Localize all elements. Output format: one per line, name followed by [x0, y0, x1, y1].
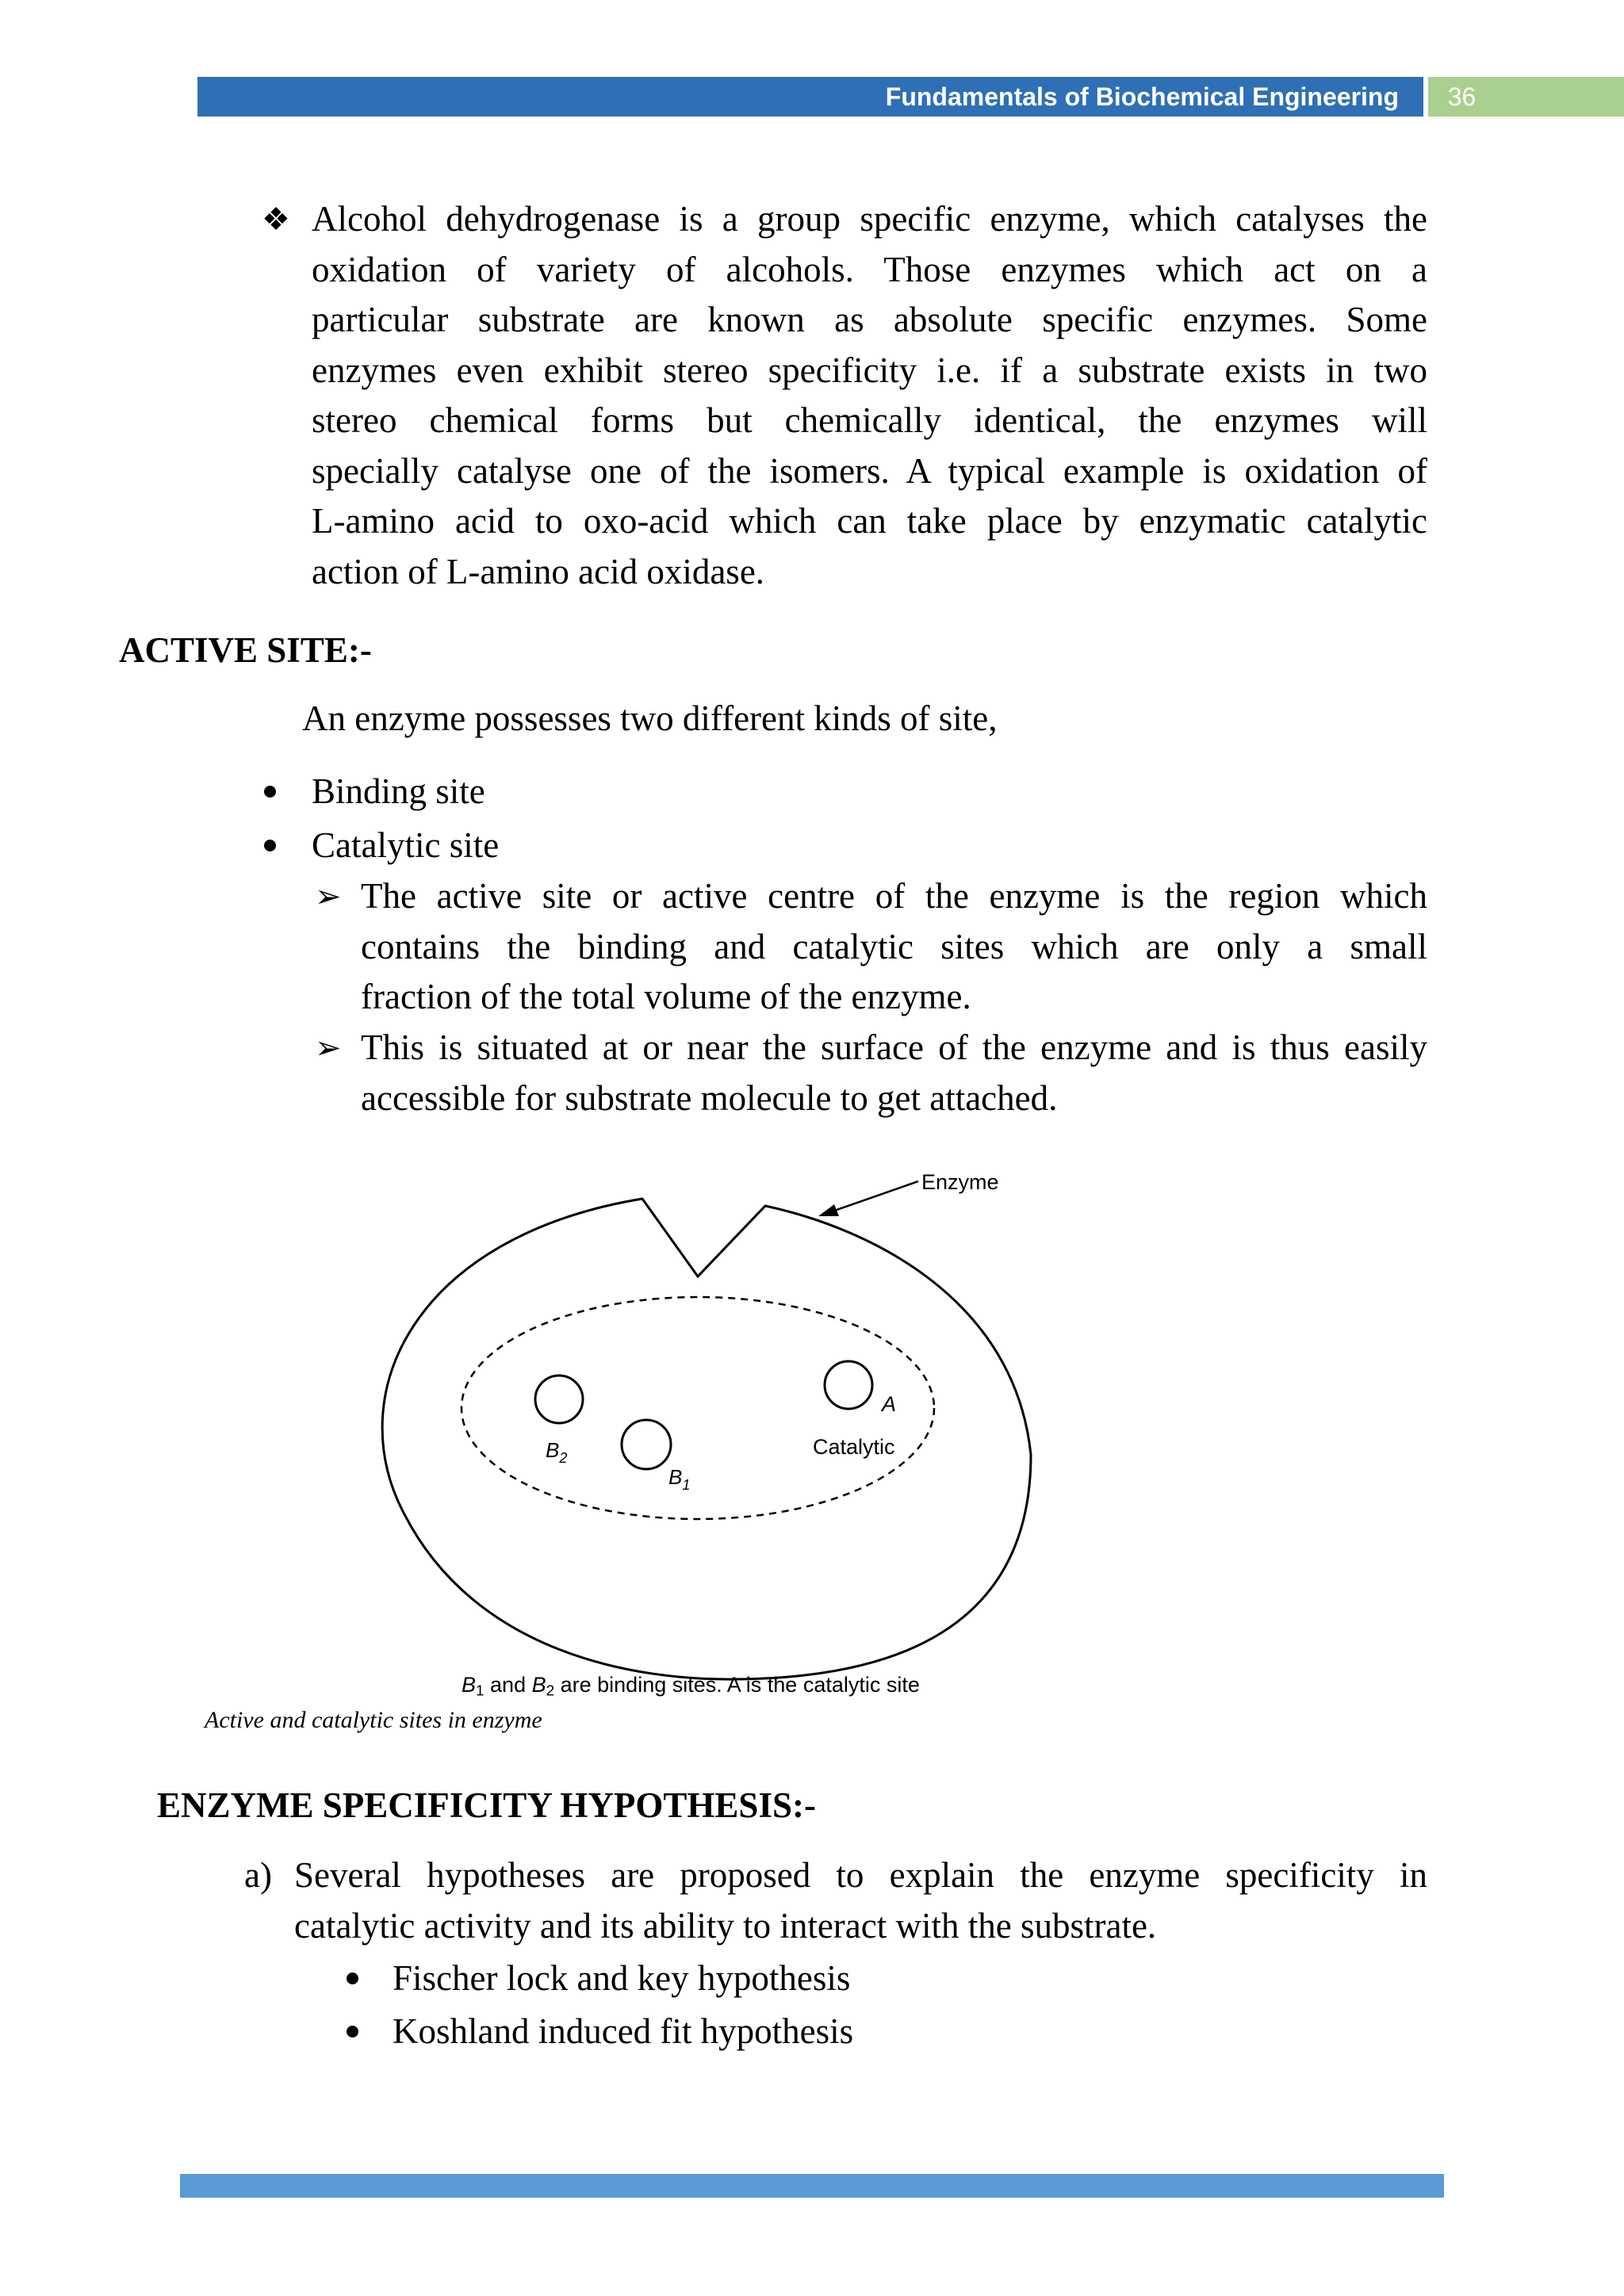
catalytic-label: Catalytic	[813, 1435, 895, 1459]
enzyme-pointer-arrowhead	[818, 1204, 839, 1216]
arrow-bullet-icon: ➢	[315, 1030, 342, 1066]
enzyme-label: Enzyme	[921, 1170, 999, 1194]
arrow-bullet-icon: ➢	[315, 878, 342, 914]
arrow-point-1-line-2: contains the binding and catalytic sites which are only a small	[361, 926, 1427, 966]
intro-line-1: Alcohol dehydrogenase is a group specific enzyme, which catalyses the	[312, 199, 1427, 239]
caption-rest: are binding sites. A is the catalytic site	[554, 1673, 920, 1697]
b1-label-sub: 1	[682, 1477, 691, 1493]
bullet-dot	[347, 1973, 358, 1984]
diamond-bullet-icon: ❖	[262, 201, 290, 237]
binding-site-b2	[535, 1376, 583, 1423]
enzyme-pointer-arrow	[823, 1181, 918, 1215]
a-label: A	[882, 1392, 897, 1416]
b1-label	[668, 1465, 690, 1493]
active-site-intro: An enzyme possesses two different kinds of site,	[302, 698, 998, 738]
intro-line-4: enzymes even exhibit stereo specificity i.e. if a substrate exists in two	[312, 350, 1427, 390]
specificity-heading: ENZYME SPECIFICITY HYPOTHESIS:-	[157, 1785, 816, 1825]
bullet-dot	[347, 2026, 358, 2038]
arrow-point-2-line-1: This is situated at or near the surface of the enzyme and is thus easily	[361, 1027, 1427, 1067]
intro-line-5: stereo chemical forms but chemically identical, the enzymes will	[312, 400, 1427, 440]
caption-b1-sub: 1	[476, 1682, 485, 1700]
active-site-region	[462, 1297, 934, 1519]
intro-line-8: action of L-amino acid oxidase.	[312, 551, 765, 591]
figure-sites-caption	[462, 1673, 920, 1701]
bullet-binding-site: Binding site	[312, 771, 485, 811]
intro-line-3: particular substrate are known as absolute specific enzymes. Some	[312, 300, 1427, 339]
specificity-line-2: catalytic activity and its ability to interact with the substrate.	[294, 1905, 1157, 1946]
b2-label	[546, 1438, 567, 1466]
binding-site-b1	[622, 1420, 671, 1469]
intro-line-7: L-amino acid to oxo-acid which can take place by enzymatic catalytic	[312, 501, 1427, 541]
page-number: 36	[1447, 82, 1477, 111]
caption-b2: B	[531, 1673, 546, 1697]
caption-b2-sub: 2	[546, 1682, 555, 1700]
caption-and: and	[484, 1673, 532, 1697]
arrow-point-1-line-3: fraction of the total volume of the enzyme.	[361, 977, 971, 1016]
intro-line-2: oxidation of variety of alcohols. Those enzymes which act on a	[312, 249, 1427, 289]
bullet-catalytic-site: Catalytic site	[312, 825, 500, 865]
b2-label-sub: 2	[559, 1450, 568, 1466]
arrow-point-1-line-1: The active site or active centre of the enzyme is the region which	[361, 876, 1427, 916]
catalytic-site-a	[825, 1361, 872, 1409]
header-title: Fundamentals of Biochemical Engineering	[885, 82, 1399, 111]
b1-label-letter: B	[668, 1465, 683, 1489]
caption-b1: B	[462, 1673, 477, 1697]
item-marker-a: a)	[244, 1855, 272, 1895]
specificity-item-a	[294, 1850, 1427, 1951]
enzyme-outline	[382, 1199, 1031, 1679]
active-site-heading: ACTIVE SITE:-	[119, 630, 372, 670]
footer-bar	[180, 2174, 1444, 2198]
figure-caption: Active and catalytic sites in enzyme	[205, 1707, 542, 1733]
sub-bullet-fischer: Fischer lock and key hypothesis	[393, 1958, 851, 1998]
sub-bullet-koshland: Koshland induced fit hypothesis	[393, 2011, 854, 2051]
specificity-line-1: Several hypotheses are proposed to explain the enzyme specificity in	[294, 1855, 1427, 1895]
b2-label-letter: B	[546, 1438, 560, 1462]
arrow-point-2-line-2: accessible for substrate molecule to get attached.	[361, 1077, 1058, 1118]
intro-line-6: specially catalyse one of the isomers. A typical example is oxidation of	[312, 450, 1427, 491]
